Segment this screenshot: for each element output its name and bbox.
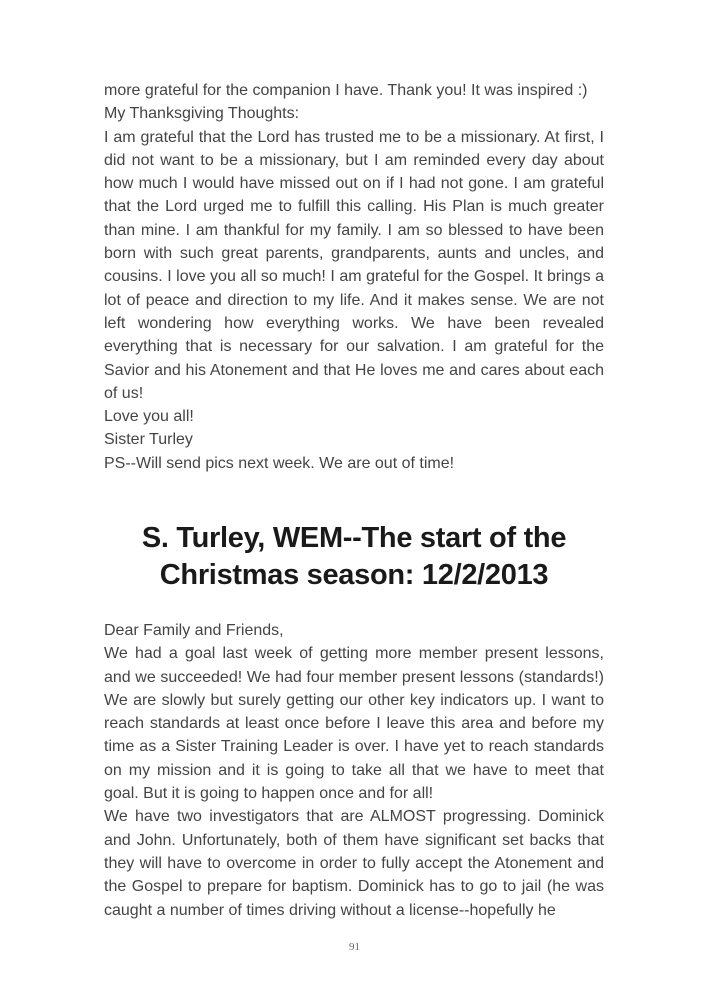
paragraph: Sister Turley — [104, 431, 193, 449]
paragraph: We had a goal last week of getting more member present lessons, and we succeeded! We had four member present lessons (standards!) We are slowly but surely getting our other key indicators up. I want to reach standards at least once before I leave this area and before my time as a Sister Training Leader is over. I have yet to reach standards on my mission and it is going to take all that we have to meet that goal. But it is going to happen once and for all! — [104, 645, 604, 803]
paragraph: PS--Will send pics next week. We are out of time! — [104, 454, 455, 472]
paragraph: I am grateful that the Lord has trusted me to be a missionary. At first, I did not want to be a missionary, but I am reminded every day about how much I would have missed out on if I had not gone. I am grateful that the Lord urged me to fulfill this calling. His Plan is much greater than mine. I am thankful for my family. I am so blessed to have been born with such great parents, grandparents, aunts and uncles, and cousins. I love you all so much! I am grateful for the Gospel. It brings a lot of peace and direction to my life. And it makes sense. We are not left wondering how everything works. We have been revealed everything that is necessary for our salvation. I am grateful for the Savior and his Atonement and that He loves me and cares about each of us! — [104, 128, 604, 402]
paragraph: more grateful for the companion I have. Thank you! It was inspired :) — [104, 82, 588, 99]
chapter-title: S. Turley, WEM--The start of the Christmas season: 12/2/2013 — [141, 522, 567, 591]
page-number: 91 — [349, 941, 360, 953]
paragraph: We have two investigators that are ALMOST progressing. Dominick and John. Unfortunately, both of them have significant set backs that they will have to overcome in order to fully accept the Atonement and the Gospel to prepare for baptism. Dominick has to go to jail (he was caught a number of times driving without a license--hopefully he — [104, 808, 604, 919]
paragraph: My Thanksgiving Thoughts: — [104, 105, 300, 123]
paragraph: Dear Family and Friends, — [104, 622, 284, 639]
body-text-bottom — [104, 619, 604, 922]
body-text-top — [104, 79, 604, 475]
paragraph: Love you all! — [104, 408, 194, 426]
